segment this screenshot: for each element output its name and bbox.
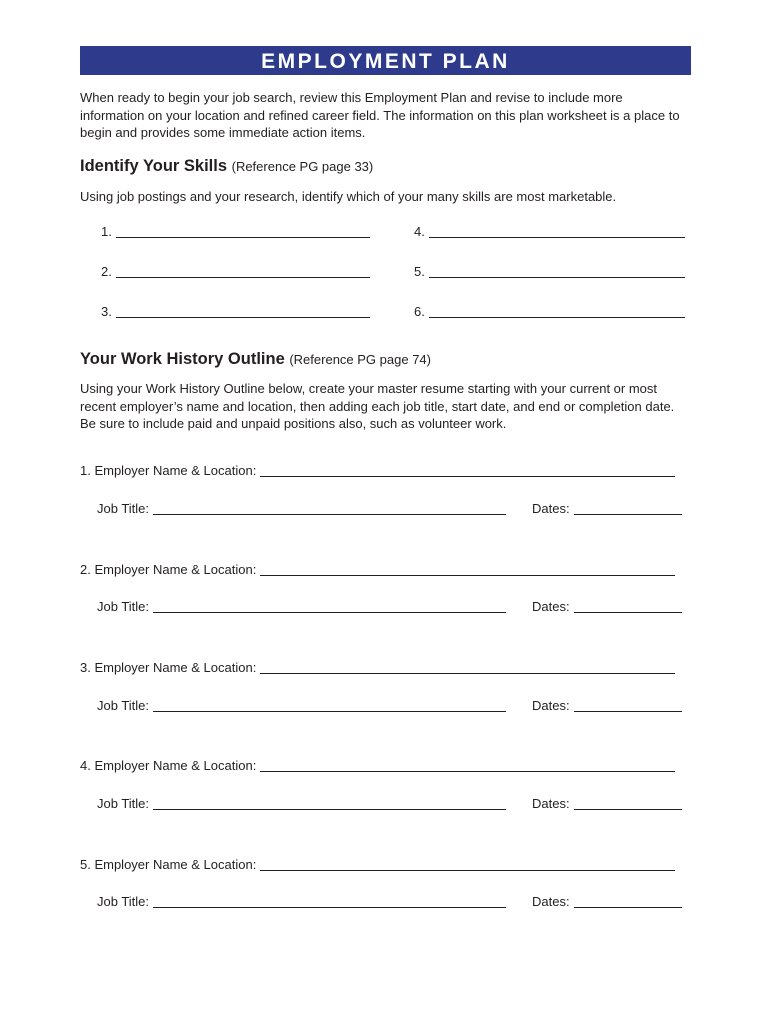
- skill-item-5: [414, 264, 685, 279]
- employer-input-5[interactable]: [260, 857, 675, 871]
- job-title-label: Job Title:: [97, 796, 150, 811]
- job-title-input-5[interactable]: [153, 894, 506, 908]
- dates-label: Dates:: [532, 501, 570, 516]
- dates-input-3[interactable]: [574, 698, 682, 712]
- skill-input-3[interactable]: [116, 304, 370, 318]
- skill-item-3: [101, 304, 370, 319]
- dates-label: Dates:: [532, 599, 570, 614]
- job-title-row-2: [97, 599, 506, 614]
- skill-item-1: [101, 224, 370, 239]
- skill-item-2: [101, 264, 370, 279]
- dates-input-2[interactable]: [574, 599, 682, 613]
- dates-row-4: [532, 796, 682, 811]
- employer-row-5: [80, 857, 675, 872]
- job-title-row-1: [97, 501, 506, 516]
- skill-input-2[interactable]: [116, 264, 370, 278]
- page-title: EMPLOYMENT PLAN: [80, 46, 691, 75]
- employer-input-2[interactable]: [260, 562, 675, 576]
- work-history-reference: (Reference PG page 74): [289, 352, 431, 367]
- skill-item-label: 2.: [101, 264, 112, 279]
- work-history-heading: [80, 350, 431, 369]
- employer-input-3[interactable]: [260, 660, 675, 674]
- employer-label: 3. Employer Name & Location:: [80, 660, 257, 675]
- skill-input-6[interactable]: [429, 304, 685, 318]
- job-title-input-2[interactable]: [153, 599, 506, 613]
- dates-row-2: [532, 599, 682, 614]
- employer-label: 4. Employer Name & Location:: [80, 758, 257, 773]
- employer-label: 1. Employer Name & Location:: [80, 463, 257, 478]
- skill-item-label: 3.: [101, 304, 112, 319]
- job-title-input-4[interactable]: [153, 796, 506, 810]
- dates-row-5: [532, 894, 682, 909]
- dates-label: Dates:: [532, 796, 570, 811]
- job-title-label: Job Title:: [97, 698, 150, 713]
- job-title-label: Job Title:: [97, 599, 150, 614]
- dates-input-4[interactable]: [574, 796, 682, 810]
- skills-heading: [80, 157, 373, 176]
- employer-row-1: [80, 463, 675, 478]
- job-title-input-3[interactable]: [153, 698, 506, 712]
- employer-row-2: [80, 562, 675, 577]
- skill-input-4[interactable]: [429, 224, 685, 238]
- employer-label: 5. Employer Name & Location:: [80, 857, 257, 872]
- skill-input-1[interactable]: [116, 224, 370, 238]
- work-history-heading-text: Your Work History Outline: [80, 350, 285, 368]
- skill-input-5[interactable]: [429, 264, 685, 278]
- dates-input-1[interactable]: [574, 501, 682, 515]
- dates-input-5[interactable]: [574, 894, 682, 908]
- job-title-row-3: [97, 698, 506, 713]
- employer-row-4: [80, 758, 675, 773]
- employer-label: 2. Employer Name & Location:: [80, 562, 257, 577]
- job-title-label: Job Title:: [97, 894, 150, 909]
- skills-instructions: Using job postings and your research, identify which of your many skills are most marketable.: [80, 189, 617, 204]
- skill-item-label: 5.: [414, 264, 425, 279]
- skill-item-label: 6.: [414, 304, 425, 319]
- skill-item-6: [414, 304, 685, 319]
- job-title-row-4: [97, 796, 506, 811]
- skills-reference: (Reference PG page 33): [231, 159, 374, 174]
- job-title-input-1[interactable]: [153, 501, 506, 515]
- job-title-row-5: [97, 894, 506, 909]
- dates-row-1: [532, 501, 682, 516]
- work-history-instructions: Using your Work History Outline below, create your master resume starting with your current or most recent employer’s name and location, then adding each job title, start date, and end or completion date. Be sure to include paid and unpaid positions also, such as volunteer work.: [80, 381, 675, 431]
- dates-label: Dates:: [532, 894, 570, 909]
- skills-heading-text: Identify Your Skills: [80, 157, 228, 175]
- job-title-label: Job Title:: [97, 501, 150, 516]
- skill-item-label: 1.: [101, 224, 112, 239]
- employer-row-3: [80, 660, 675, 675]
- employer-input-4[interactable]: [260, 758, 675, 772]
- intro-paragraph: When ready to begin your job search, review this Employment Plan and revise to include more information on your location and refined career field. The information on this plan worksheet is a place to begin and provides some immediate action items.: [80, 90, 680, 140]
- employer-input-1[interactable]: [260, 463, 675, 477]
- skill-item-label: 4.: [414, 224, 425, 239]
- dates-row-3: [532, 698, 682, 713]
- dates-label: Dates:: [532, 698, 570, 713]
- skill-item-4: [414, 224, 685, 239]
